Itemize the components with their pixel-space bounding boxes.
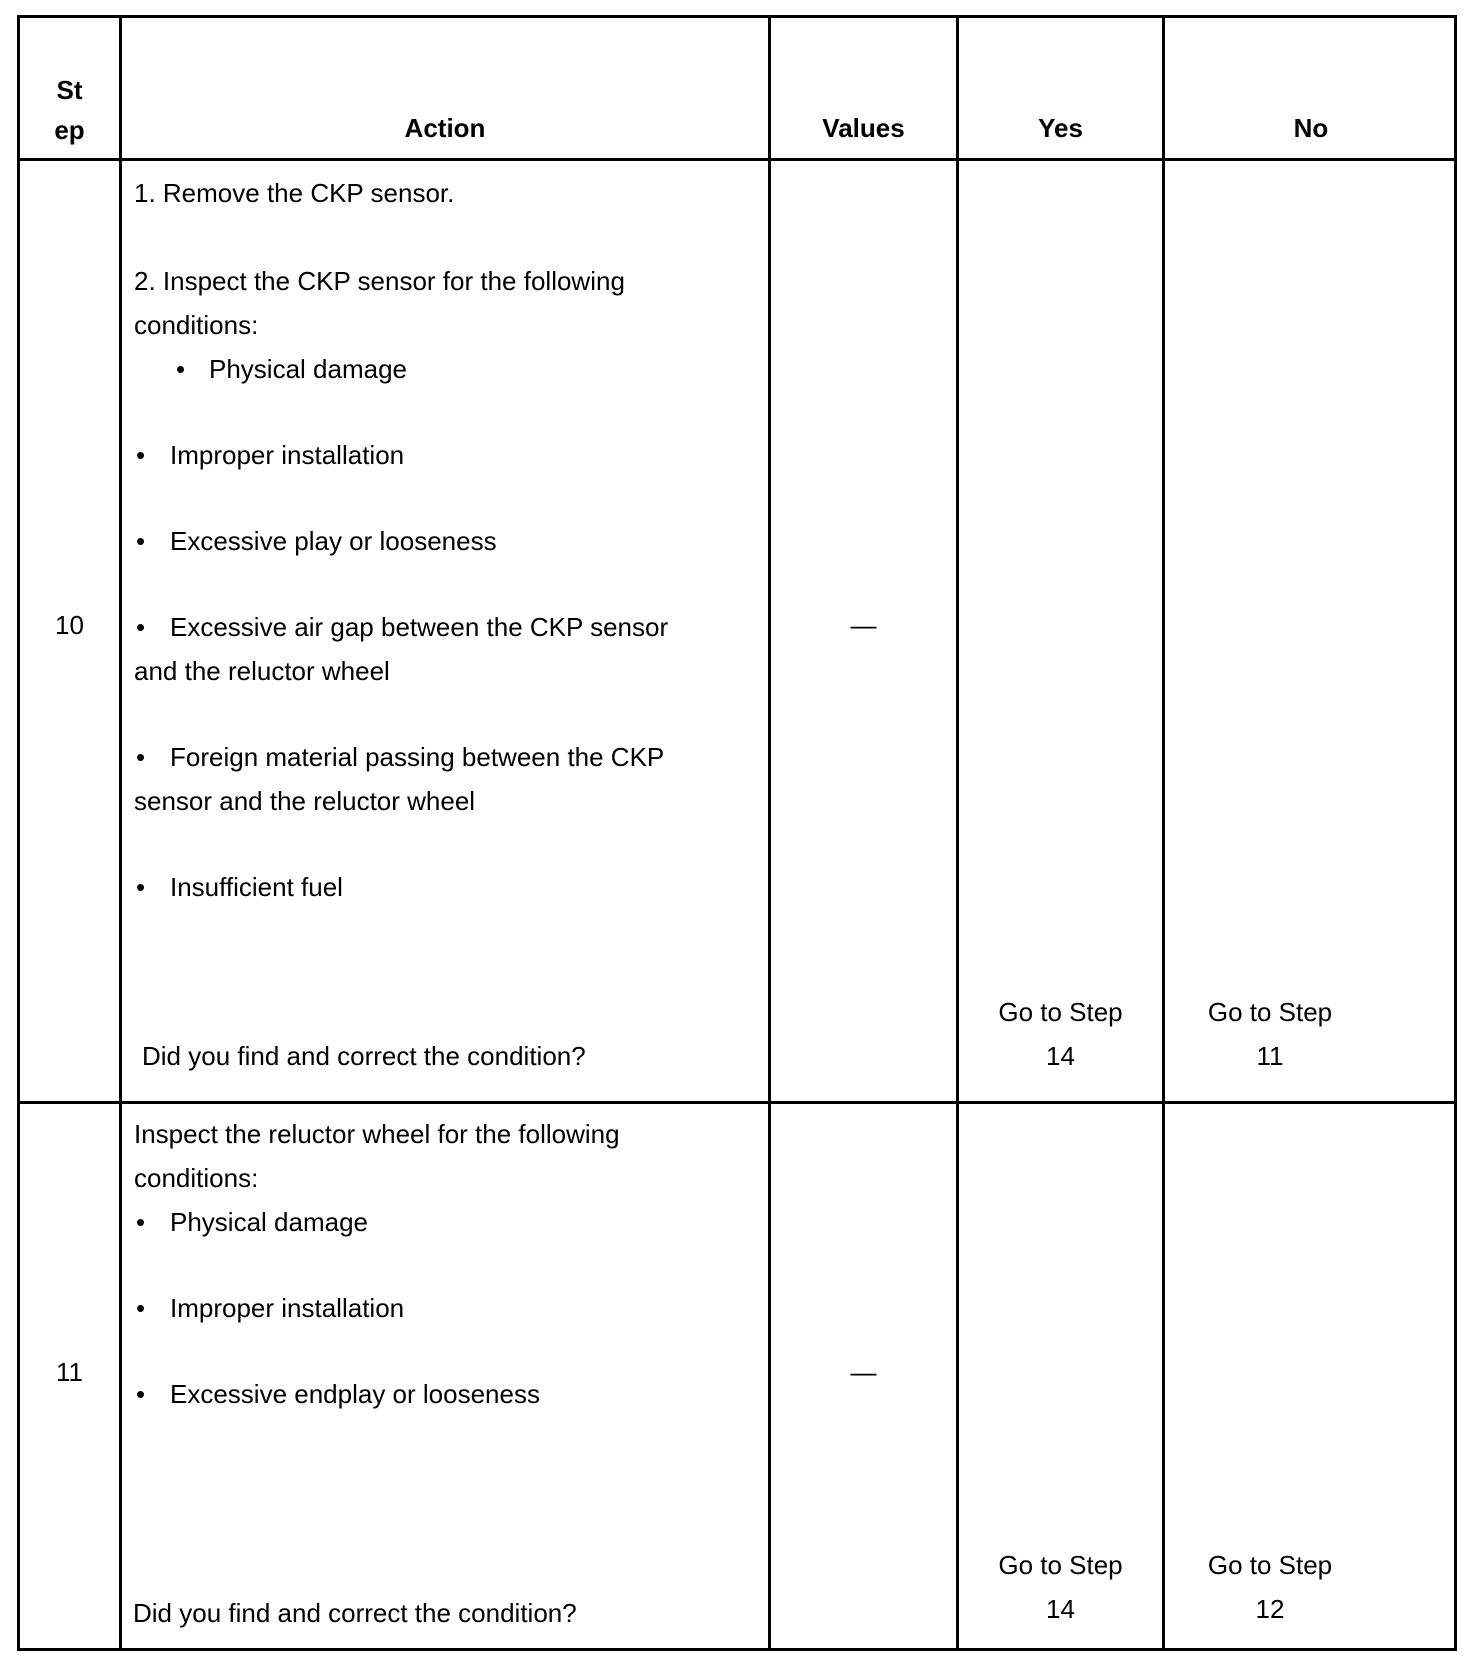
bullet-icon: •	[136, 612, 146, 642]
no-cell-line1: Go to Step	[1207, 1550, 1333, 1580]
row-divider	[20, 1101, 1454, 1104]
question-text: Did you find and correct the condition?	[142, 1041, 586, 1071]
action-text: Excessive play or looseness	[170, 526, 497, 556]
action-text: sensor and the reluctor wheel	[134, 786, 476, 816]
yes-cell-line1: Go to Step	[998, 1550, 1123, 1580]
values-cell: —	[850, 1357, 877, 1387]
bullet-icon: •	[136, 1293, 146, 1323]
bullet-icon: •	[176, 354, 186, 384]
header-no: No	[1293, 113, 1329, 143]
action-text: Excessive air gap between the CKP sensor	[170, 612, 669, 642]
action-text: 1. Remove the CKP sensor.	[134, 178, 455, 208]
question-text: Did you find and correct the condition?	[133, 1598, 577, 1628]
values-cell: —	[850, 610, 877, 640]
diagnostic-table	[17, 15, 1457, 1651]
step-number: 10	[55, 610, 84, 640]
action-text: conditions:	[134, 1163, 259, 1193]
action-text: 2. Inspect the CKP sensor for the following	[134, 266, 625, 296]
header-yes: Yes	[1038, 113, 1083, 143]
header-action: Action	[404, 113, 486, 143]
no-cell-line2: 11	[1256, 1041, 1284, 1071]
header-step	[20, 70, 119, 150]
header-step-line1: St	[56, 75, 83, 105]
col-divider-step	[119, 18, 122, 1648]
header-step-line2: ep	[54, 115, 85, 145]
step-number: 11	[56, 1357, 83, 1387]
header-divider	[20, 158, 1454, 161]
header-values: Values	[822, 113, 905, 143]
action-text: Physical damage	[209, 354, 407, 384]
action-text: Excessive endplay or looseness	[170, 1379, 540, 1409]
action-text: Inspect the reluctor wheel for the following	[134, 1119, 620, 1149]
bullet-icon: •	[136, 742, 146, 772]
action-text: conditions:	[134, 310, 259, 340]
bullet-icon: •	[136, 872, 146, 902]
action-text: Insufficient fuel	[170, 872, 343, 902]
action-text: Foreign material passing between the CKP	[170, 742, 665, 772]
action-text: Physical damage	[170, 1207, 368, 1237]
col-divider-yes	[1162, 18, 1165, 1648]
action-text: and the reluctor wheel	[134, 656, 390, 686]
bullet-icon: •	[136, 440, 146, 470]
bullet-icon: •	[136, 1379, 146, 1409]
yes-cell-line2: 14	[1046, 1041, 1075, 1071]
bullet-icon: •	[136, 1207, 146, 1237]
no-cell-line1: Go to Step	[1207, 997, 1333, 1027]
yes-cell-line1: Go to Step	[998, 997, 1123, 1027]
action-text: Improper installation	[170, 1293, 405, 1323]
action-text: Improper installation	[170, 440, 405, 470]
col-divider-values	[956, 18, 959, 1648]
yes-cell-line2: 14	[1046, 1594, 1075, 1624]
no-cell-line2: 12	[1255, 1594, 1285, 1624]
col-divider-action	[768, 18, 771, 1648]
bullet-icon: •	[136, 526, 146, 556]
